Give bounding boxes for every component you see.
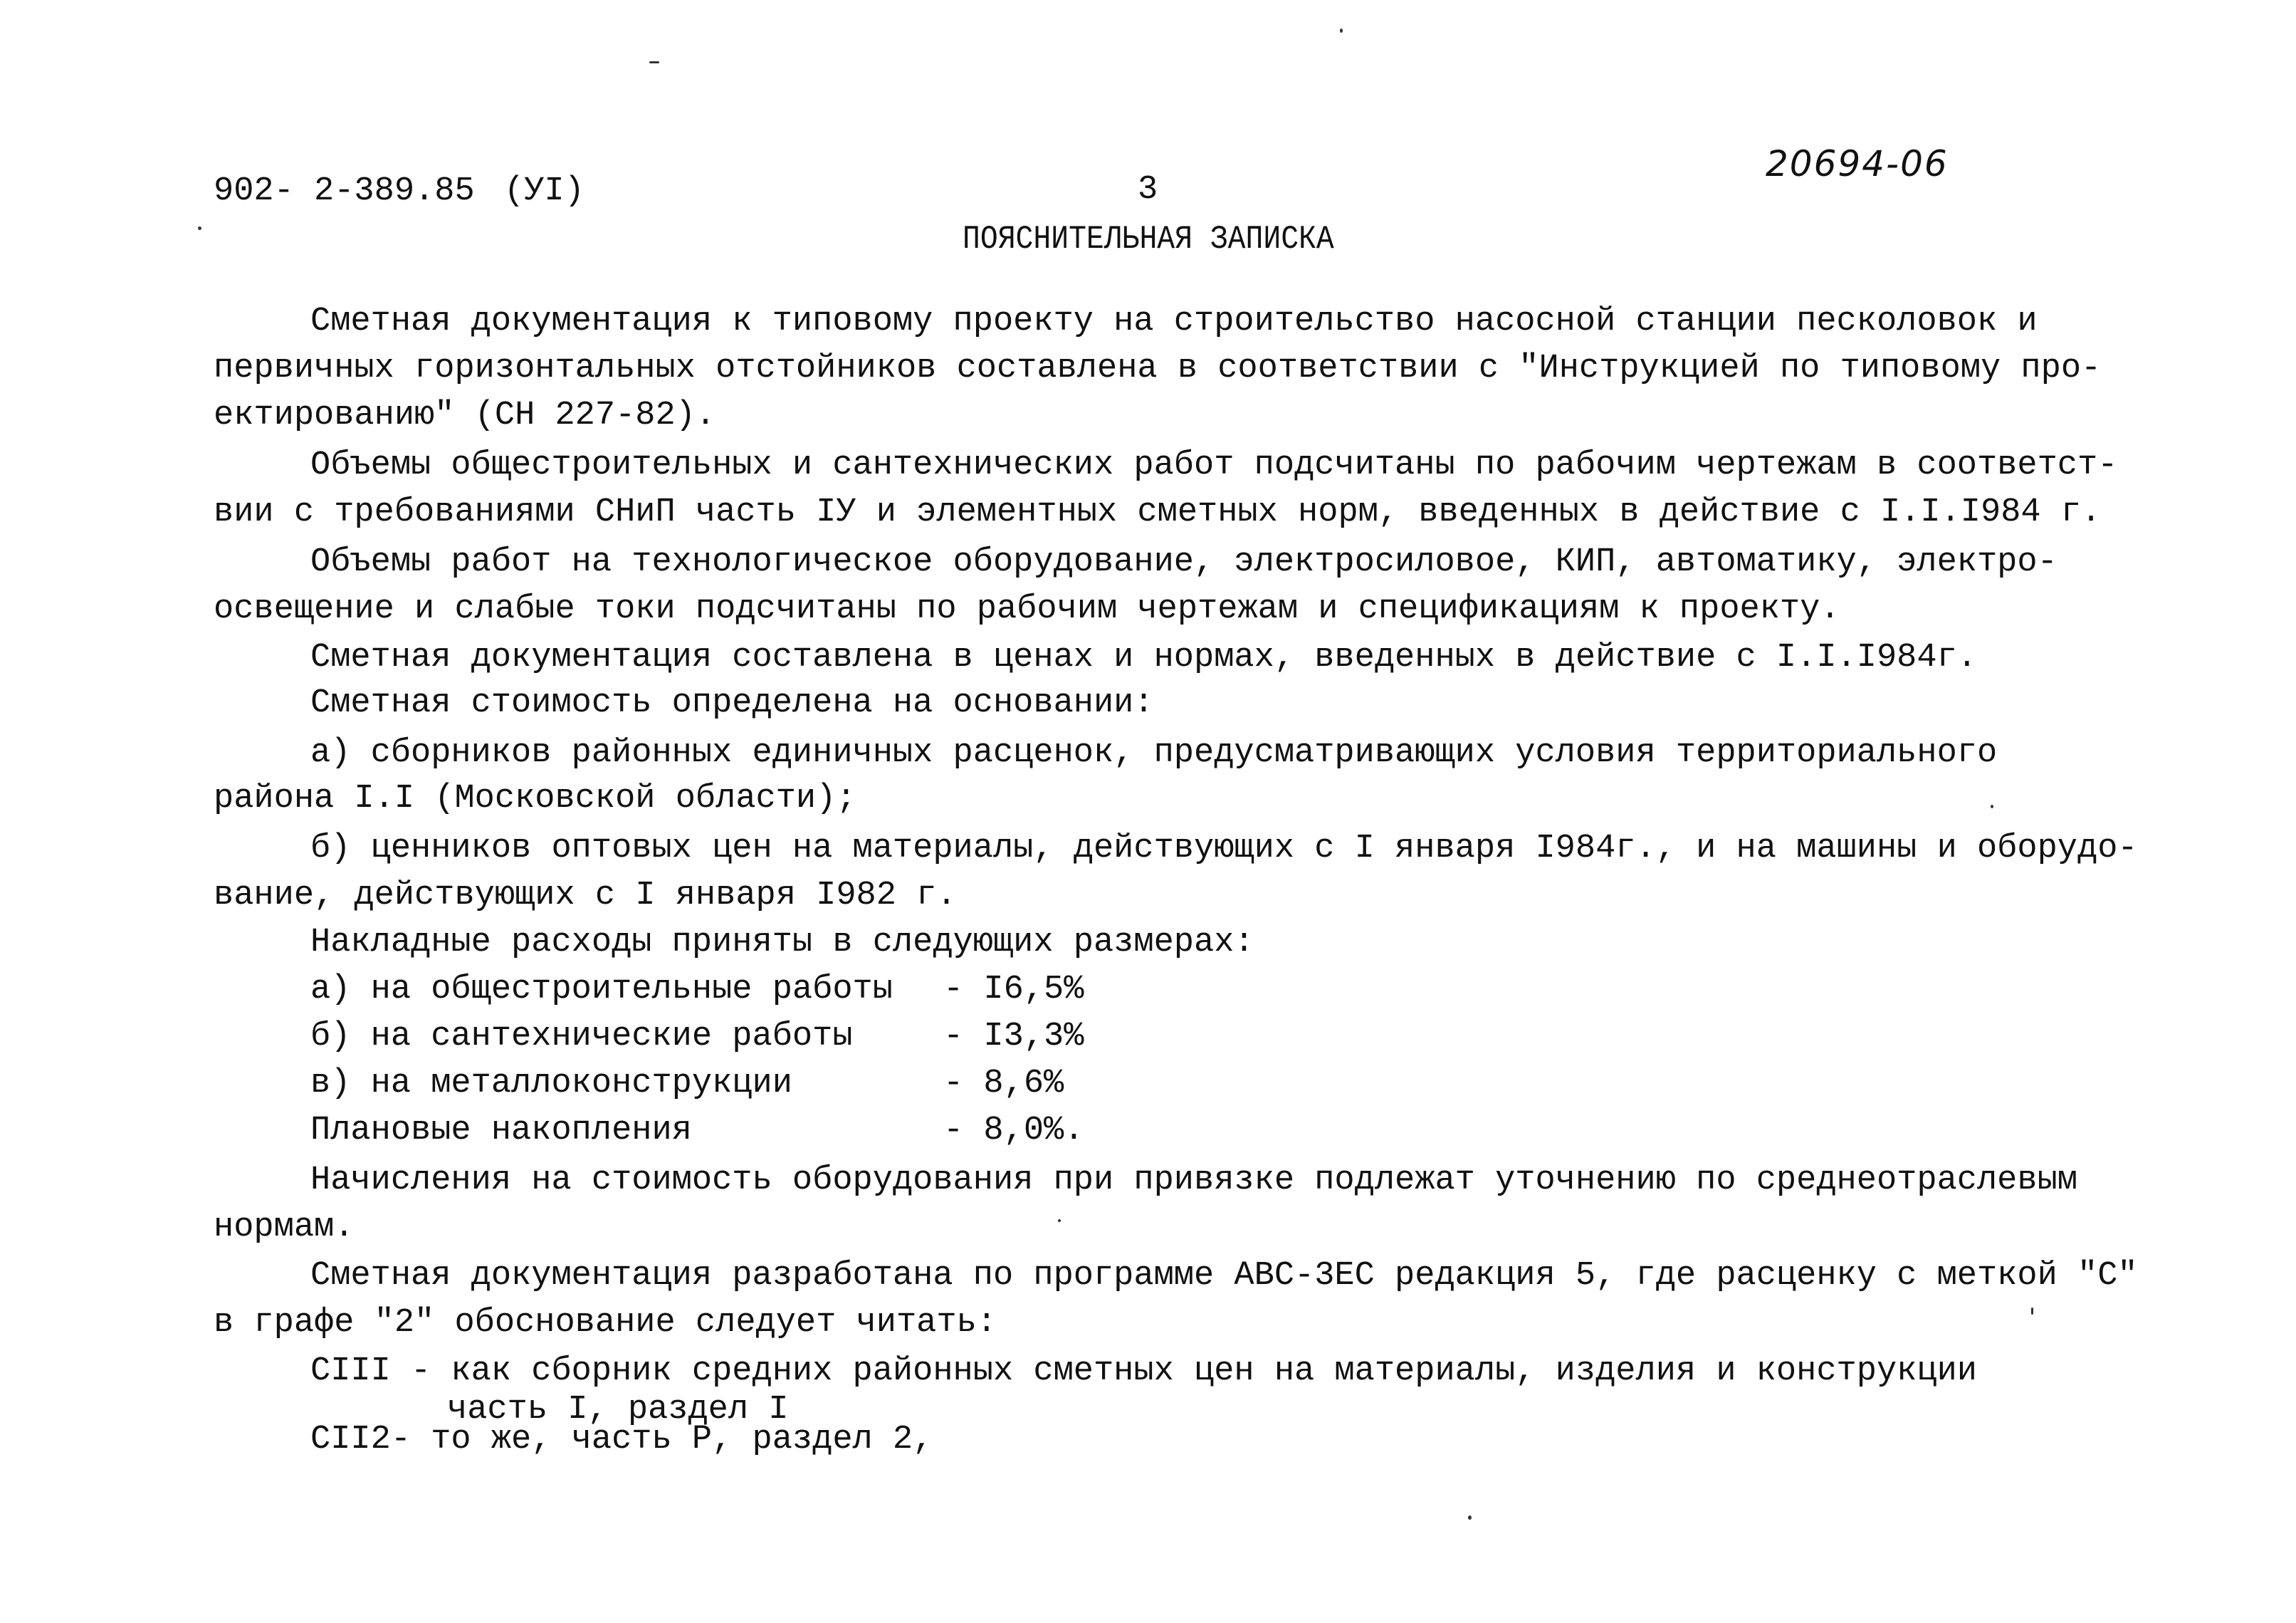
rate-value: - I6,5%: [943, 971, 1084, 1008]
paragraph-10-line-1: Сметная документация разработана по программе АВС-3ЕС редакция 5, где расценку с меткой "С": [310, 1257, 2138, 1295]
paragraph-8: Накладные расходы приняты в следующих размерах:: [310, 924, 1254, 961]
scan-speck: [1991, 805, 1993, 808]
paragraph-4: Сметная документация составлена в ценах и нормах, введенных в действие с I.I.I984г.: [310, 639, 1977, 677]
handwritten-number: 20694-06: [1766, 143, 1949, 184]
paragraph-3-line-1: Объемы работ на технологическое оборудование, электросиловое, КИП, автоматику, электро-: [310, 543, 2058, 581]
paragraph-5: Сметная стоимость определена на основании:: [310, 684, 1154, 722]
paragraph-6-line-1: а) сборников районных единичных расценок, предусматривающих условия территориального: [310, 734, 1998, 772]
paragraph-2-line-1: Объемы общестроительных и сантехнических работ подсчитаны по рабочим чертежам в соответст-: [310, 447, 2118, 484]
scan-speck: [2031, 1308, 2033, 1315]
page-title: ПОЯСНИТЕЛЬНАЯ ЗАПИСКА: [963, 221, 1334, 258]
document-code: [214, 174, 475, 208]
paragraph-1-line-2: первичных горизонтальных отстойников составлена в соответствии с "Инструкцией по типовому про-: [214, 350, 2102, 387]
paragraph-9-line-1: Начисления на стоимость оборудования при привязке подлежат уточнению по среднеотраслевым: [310, 1162, 2078, 1199]
rate-value: - 8,0%.: [943, 1112, 1084, 1149]
paragraph-12-overlay: часть I, раздел I: [447, 1391, 789, 1429]
rate-label: в) на металлоконструкции: [310, 1065, 792, 1102]
paragraph-7-line-2: вание, действующих с I января I982 г.: [214, 877, 957, 914]
scan-speck: [1340, 28, 1343, 33]
paragraph-12: CII2- то же, часть Р, раздел 2,: [310, 1421, 933, 1458]
document-code-number: 902- 2-389.85: [214, 172, 475, 210]
rate-label: б) на сантехнические работы: [310, 1018, 853, 1055]
paragraph-6-line-2: района I.I (Московской области);: [214, 780, 856, 818]
paragraph-3-line-2: освещение и слабые токи подсчитаны по рабочим чертежам и спецификациям к проекту.: [214, 590, 1840, 628]
paragraph-11: CIII - как сборник средних районных сметных цен на материалы, изделия и конструкции: [310, 1352, 1977, 1390]
paragraph-2-line-2: вии с требованиями СНиП часть IУ и элементных сметных норм, введенных в действие с I.I.I984 г.: [214, 494, 2102, 531]
rate-label: Плановые накопления: [310, 1112, 692, 1149]
rate-value: - I3,3%: [943, 1018, 1084, 1055]
paragraph-1-line-1: Сметная документация к типовому проекту на строительство насосной станции песколовок и: [310, 303, 2038, 340]
scan-speck: [198, 226, 201, 230]
scan-speck: [1058, 1219, 1061, 1222]
paragraph-10-line-2: в графе "2" обоснование следует читать:: [214, 1304, 997, 1342]
page-number: 3: [1138, 171, 1158, 209]
paragraph-9-line-2: нормам.: [214, 1209, 355, 1246]
rate-label: а) на общестроительные работы: [310, 971, 893, 1008]
rate-value: - 8,6%: [943, 1065, 1064, 1102]
paragraph-1-line-3: ектированию" (СН 227-82).: [214, 397, 716, 434]
scan-speck: [1468, 1515, 1472, 1520]
scan-speck: [649, 61, 659, 63]
document-code-suffix: (УI): [504, 172, 585, 210]
paragraph-7-line-1: б) ценников оптовых цен на материалы, действующих с I января I984г., и на машины и оборудо-: [310, 830, 2138, 867]
